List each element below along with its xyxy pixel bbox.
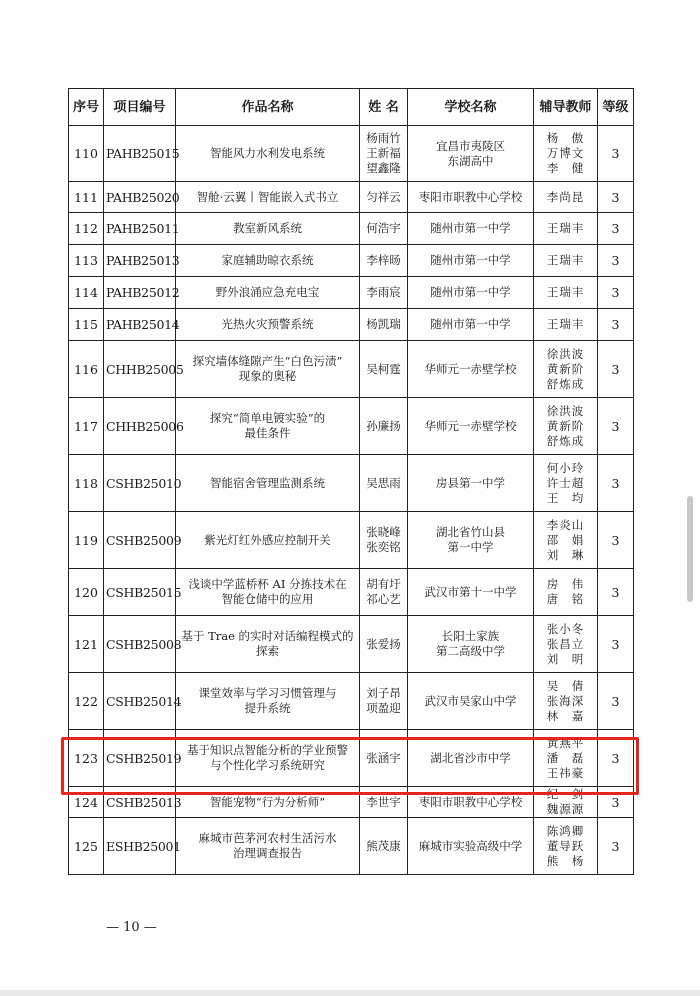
school-cell [408,245,534,277]
teacher-name: 林 嘉 [546,708,585,723]
teacher-name: 舒炼成 [546,433,585,448]
student-name-cell [360,673,408,730]
school-cell [408,213,534,245]
project-code-cell: CSHB25013 [104,787,176,818]
teacher-name: 唐 铭 [546,592,585,606]
teacher-name: 熊 杨 [546,853,585,868]
header-work-title: 作品名称 [176,89,360,126]
teacher-cell [534,182,598,213]
student-name: 何浩宇 [366,221,401,235]
work-title-line: 课堂效率与学习习惯管理与 [198,686,337,700]
teacher-name: 张海深 [546,693,585,708]
school-name-line: 武汉市吴家山中学 [424,693,517,708]
school-name-line: 枣阳市职教中心学校 [418,189,523,204]
project-code-cell: CSHB25015 [104,569,176,616]
teacher-cell [534,398,598,455]
teacher-name: 黄燕平 [546,735,585,750]
table-row [69,309,634,341]
work-title-cell [176,213,360,245]
header-school: 学校名称 [408,89,534,126]
work-title-line: 浅谈中学蓝桥杯 AI 分拣技术在 [188,577,347,591]
table-row [69,569,634,616]
work-title-line: 智能风力水利发电系统 [210,146,325,160]
table-header-row [69,89,634,126]
student-name-cell [360,213,408,245]
project-code-cell: CSHB25010 [104,455,176,512]
grade-cell: 3 [598,455,634,512]
school-cell [408,616,534,673]
school-name-line: 华师元一赤壁学校 [424,361,517,376]
school-name-line: 第一中学 [447,540,494,554]
project-code-cell: ESHB25001 [104,818,176,875]
student-name-cell [360,569,408,616]
student-name: 熊茂康 [366,838,401,853]
table-row [69,455,634,512]
school-name-line: 随州市第一中学 [430,285,511,299]
school-cell [408,455,534,512]
work-title-line: 基于知识点智能分析的学业预警 [187,743,348,757]
school-name-line: 宜昌市夷陵区 [436,138,505,153]
serial-cell: 116 [69,341,104,398]
bottom-bar [0,990,700,996]
student-name: 李梓旸 [366,253,401,267]
teacher-name: 万博文 [546,146,585,160]
student-name: 望鑫隆 [366,161,401,175]
student-name-cell [360,455,408,512]
teacher-name: 刘 琳 [546,547,585,562]
school-name-line: 枣阳市职教中心学校 [418,794,523,809]
work-title-cell [176,309,360,341]
school-cell [408,309,534,341]
school-name-line: 华师元一赤壁学校 [424,418,517,433]
serial-cell: 113 [69,245,104,277]
project-code-cell: PAHB25011 [104,213,176,245]
work-title-line: 智舱·云翼丨智能嵌入式书立 [196,189,339,204]
teacher-cell [534,245,598,277]
grade-cell: 3 [598,569,634,616]
student-name-cell [360,245,408,277]
student-name: 孙廉扬 [366,418,401,433]
teacher-name: 杨 傲 [546,131,585,145]
work-title-line: 智能宠物“行为分析师” [209,794,326,809]
work-title-line: 探索 [256,644,279,658]
student-name-cell [360,126,408,182]
teacher-name: 何小玲 [546,460,585,475]
scrollbar-thumb[interactable] [687,496,693,602]
teacher-cell [534,818,598,875]
teacher-name: 王瑞丰 [546,253,585,267]
teacher-cell [534,126,598,182]
work-title-cell [176,616,360,673]
teacher-name: 纪 剑 [546,787,585,801]
grade-cell: 3 [598,616,634,673]
project-code-cell: PAHB25020 [104,182,176,213]
grade-cell: 3 [598,126,634,182]
student-name: 杨雨竹 [366,131,401,145]
project-code-cell: CSHB25008 [104,616,176,673]
student-name-cell [360,398,408,455]
school-cell [408,182,534,213]
teacher-name: 李 健 [546,161,585,175]
student-name: 李世宇 [366,794,401,809]
work-title-line: 基于 Trae 的实时对话编程模式的 [181,629,354,643]
table-row [69,673,634,730]
teacher-name: 李炎山 [546,517,585,532]
student-name: 胡有圩 [366,577,401,591]
grade-cell: 3 [598,787,634,818]
school-cell [408,277,534,309]
school-cell [408,126,534,182]
project-code-cell: PAHB25014 [104,309,176,341]
work-title-line: 家庭辅助晾衣系统 [221,253,314,267]
serial-cell: 124 [69,787,104,818]
work-title-cell [176,277,360,309]
teacher-name: 黄新阶 [546,361,585,376]
work-title-line: 野外浪涌应急充电宝 [215,285,320,299]
table-row [69,398,634,455]
project-code-cell: PAHB25013 [104,245,176,277]
serial-cell: 125 [69,818,104,875]
work-title-cell [176,673,360,730]
school-name-line: 随州市第一中学 [430,317,511,331]
work-title-line: 最佳条件 [244,426,291,440]
student-name: 李雨宸 [366,285,401,299]
grade-cell: 3 [598,309,634,341]
serial-cell: 121 [69,616,104,673]
teacher-name: 刘 明 [546,651,585,666]
table-row [69,512,634,569]
student-name: 刘子昂 [366,686,401,700]
teacher-name: 邵 娟 [546,532,585,547]
school-name-line: 东湖高中 [447,153,494,168]
work-title-line: 教室新风系统 [233,221,302,235]
grade-cell: 3 [598,341,634,398]
student-name-cell [360,182,408,213]
teacher-name: 张小冬 [546,621,585,636]
work-title-cell [176,455,360,512]
serial-cell: 122 [69,673,104,730]
student-name: 祁心艺 [366,592,401,606]
school-name-line: 房县第一中学 [436,475,505,490]
student-name-cell [360,818,408,875]
serial-cell: 112 [69,213,104,245]
grade-cell: 3 [598,398,634,455]
work-title-line: 紫光灯红外感应控制开关 [204,532,331,547]
teacher-name: 黄新阶 [546,418,585,433]
school-cell [408,818,534,875]
grade-cell: 3 [598,213,634,245]
school-cell [408,341,534,398]
grade-cell: 3 [598,245,634,277]
student-name: 王新福 [366,146,401,160]
work-title-cell [176,126,360,182]
serial-cell: 114 [69,277,104,309]
project-code-cell: PAHB25015 [104,126,176,182]
grade-cell: 3 [598,673,634,730]
work-title-line: 智能仓储中的应用 [221,592,314,606]
work-title-line: 现象的奥秘 [238,369,297,383]
teacher-cell [534,569,598,616]
school-name-line: 武汉市第十一中学 [424,584,517,599]
work-title-line: 探究墙体缝隙产生“白色污渍” [192,354,343,368]
teacher-cell [534,341,598,398]
teacher-name: 许士超 [546,475,585,490]
school-name-line: 湖北省竹山县 [436,525,505,539]
student-name: 张涵宇 [366,750,401,765]
serial-cell: 119 [69,512,104,569]
table-row [69,818,634,875]
work-title-cell [176,182,360,213]
teacher-name: 陈鸿卿 [546,823,585,838]
teacher-name: 张昌立 [546,636,585,651]
student-name: 匀祥云 [366,189,401,204]
teacher-cell [534,673,598,730]
student-name-cell [360,277,408,309]
serial-cell: 110 [69,126,104,182]
teacher-name: 王瑞丰 [546,317,585,331]
table-row [69,182,634,213]
header-student-name: 姓 名 [360,89,408,126]
teacher-name: 潘 磊 [546,750,585,765]
teacher-name: 董导跃 [546,838,585,853]
project-code-cell: CHHB25005 [104,341,176,398]
work-title-cell [176,398,360,455]
grade-cell: 3 [598,277,634,309]
serial-cell: 120 [69,569,104,616]
project-code-cell: CSHB25019 [104,730,176,787]
grade-cell: 3 [598,512,634,569]
table-row [69,277,634,309]
school-cell [408,398,534,455]
student-name: 项盈迎 [366,701,401,715]
school-cell [408,569,534,616]
project-code-cell: CHHB25006 [104,398,176,455]
school-name-line: 麻城市实验高级中学 [418,838,523,853]
table-row [69,126,634,182]
teacher-name: 房 伟 [546,577,585,591]
school-name-line: 第二高级中学 [436,644,505,658]
work-title-line: 治理调查报告 [233,846,302,860]
work-title-line: 探究“简单电镀实验”的 [209,411,326,425]
work-title-cell [176,512,360,569]
header-serial: 序号 [69,89,104,126]
school-name-line: 随州市第一中学 [430,253,511,267]
teacher-name: 徐洪波 [546,346,585,361]
work-title-cell [176,569,360,616]
project-code-cell: CSHB25014 [104,673,176,730]
grade-cell: 3 [598,818,634,875]
teacher-cell [534,616,598,673]
student-name: 张爱扬 [366,636,401,651]
student-name: 张奕铭 [366,540,401,554]
teacher-name: 吴 倩 [546,678,585,693]
school-cell [408,673,534,730]
table-row [69,245,634,277]
grade-cell: 3 [598,182,634,213]
student-name-cell [360,309,408,341]
serial-cell: 115 [69,309,104,341]
table-row [69,341,634,398]
teacher-cell [534,455,598,512]
teacher-name: 王瑞丰 [546,285,585,299]
table-row [69,616,634,673]
work-title-line: 与个性化学习系统研究 [210,758,325,772]
work-title-cell [176,245,360,277]
project-code-cell: PAHB25012 [104,277,176,309]
project-code-cell: CSHB25009 [104,512,176,569]
teacher-cell [534,309,598,341]
teacher-cell [534,277,598,309]
teacher-name: 舒炼成 [546,376,585,391]
teacher-name: 魏源源 [546,802,585,816]
teacher-name: 徐洪波 [546,403,585,418]
header-grade: 等级 [598,89,634,126]
serial-cell: 117 [69,398,104,455]
school-cell [408,512,534,569]
teacher-cell [534,213,598,245]
teacher-name: 王 均 [546,490,585,505]
student-name-cell [360,341,408,398]
student-name-cell [360,616,408,673]
work-title-line: 提升系统 [244,701,291,715]
serial-cell: 111 [69,182,104,213]
student-name: 吴柯霆 [366,361,401,376]
work-title-cell [176,341,360,398]
page-number: — 10 — [106,920,157,935]
teacher-name: 王瑞丰 [546,221,585,235]
student-name: 张晓峰 [366,525,401,539]
teacher-name: 李尚昆 [546,189,585,204]
student-name-cell [360,512,408,569]
teacher-cell [534,512,598,569]
grade-cell: 3 [598,730,634,787]
student-name: 杨凯瑞 [366,317,401,331]
work-title-cell [176,818,360,875]
teacher-name: 王祎豪 [546,765,585,780]
table-row [69,213,634,245]
student-name: 吴思雨 [366,475,401,490]
school-name-line: 随州市第一中学 [430,221,511,235]
serial-cell: 123 [69,730,104,787]
highlight-box [61,737,639,795]
work-title-line: 智能宿舍管理监测系统 [210,475,325,490]
header-teacher: 辅导教师 [534,89,598,126]
school-name-line: 长阳土家族 [441,629,500,643]
work-title-line: 光热火灾预警系统 [221,317,314,331]
serial-cell: 118 [69,455,104,512]
header-project-code: 项目编号 [104,89,176,126]
school-name-line: 湖北省沙市中学 [430,750,511,765]
work-title-line: 麻城市芭茅河农村生活污水 [198,831,337,845]
